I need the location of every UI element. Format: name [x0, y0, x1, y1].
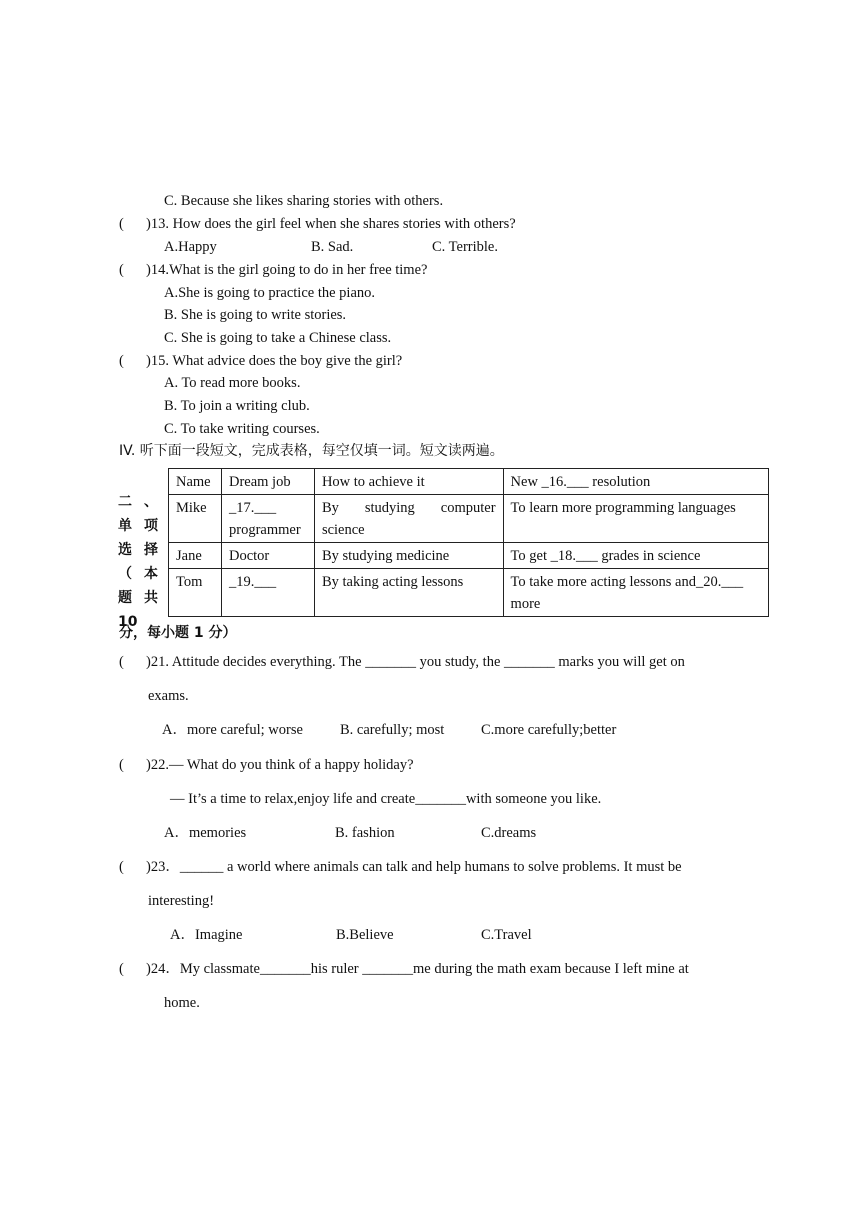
q15-option-a: A. To read more books.: [164, 375, 301, 391]
table-header-cell: How to achieve it: [314, 469, 503, 495]
q23-option-b: B.Believe: [336, 927, 394, 943]
section-2-heading-tail: 分，每小题 1 分）: [119, 625, 237, 641]
answer-paren: (: [119, 961, 124, 977]
q23-option-c: C.Travel: [481, 927, 532, 943]
q23-stem-continued: interesting!: [148, 893, 215, 909]
table-header-cell: Dream job: [221, 469, 314, 495]
table-header-cell: Name: [169, 469, 222, 495]
q21-stem: )21. Attitude decides everything. The _______ you study, the _______ marks you will get on: [146, 654, 685, 670]
q13-stem: )13. How does the girl feel when she shares stories with others?: [146, 216, 516, 232]
answer-paren: (: [119, 216, 124, 232]
section-2-side-label: [118, 490, 158, 634]
q22-stem: )22.— What do you think of a happy holiday?: [146, 757, 414, 773]
q13-option-a: A.Happy: [164, 239, 217, 255]
q22-option-c: C.dreams: [481, 825, 537, 841]
side-char: 二: [118, 494, 132, 510]
table-cell: To get _18.___ grades in science: [503, 543, 768, 569]
side-char: 共: [144, 590, 158, 606]
q15-stem: )15. What advice does the boy give the girl?: [146, 353, 403, 369]
table-cell: [314, 495, 503, 543]
table-cell: By taking acting lessons: [314, 569, 503, 617]
q22-stem-continued: — It’s a time to relax,enjoy life and create_______with someone you like.: [170, 791, 602, 807]
answer-paren: (: [119, 757, 124, 773]
table-cell: Doctor: [221, 543, 314, 569]
answer-paren: (: [119, 859, 124, 875]
table-cell: Tom: [169, 569, 222, 617]
side-char: 本: [144, 566, 158, 582]
q13-option-b: B. Sad.: [311, 239, 354, 255]
q14-stem: )14.What is the girl going to do in her free time?: [146, 262, 428, 278]
side-char: 单: [118, 518, 132, 534]
q14-option-b: B. She is going to write stories.: [164, 307, 347, 323]
table-cell: By studying medicine: [314, 543, 503, 569]
q14-option-c: C. She is going to take a Chinese class.: [164, 330, 392, 346]
table-row: [169, 569, 769, 617]
table-cell: _17.___ programmer: [221, 495, 314, 543]
q24-stem: )24．My classmate_______his ruler _______me during the math exam because I left mine at: [146, 961, 689, 977]
q15-option-c: C. To take writing courses.: [164, 421, 320, 437]
answer-paren: (: [119, 654, 124, 670]
q21-stem-continued: exams.: [148, 688, 189, 704]
table-header-row: [169, 469, 769, 495]
q12-option-c: C. Because she likes sharing stories with others.: [164, 193, 444, 209]
q23-stem: )23．______ a world where animals can talk and help humans to solve problems. It must be: [146, 859, 682, 875]
table-cell: Mike: [169, 495, 222, 543]
side-char: 项: [144, 518, 158, 534]
q21-option-b: B. carefully; most: [340, 722, 445, 738]
resolution-table: [168, 468, 769, 617]
answer-paren: (: [119, 262, 124, 278]
q21-option-a: A．more careful; worse: [162, 722, 303, 738]
q24-stem-continued: home.: [164, 995, 200, 1011]
q14-option-a: A.She is going to practice the piano.: [164, 285, 376, 301]
side-char: 10: [118, 614, 138, 630]
side-char: 、: [144, 494, 158, 510]
q21-option-c: C.more carefully;better: [481, 722, 617, 738]
answer-paren: (: [119, 353, 124, 369]
side-char: 题: [118, 590, 132, 606]
q22-option-a: A．memories: [164, 825, 247, 841]
table-cell: Jane: [169, 543, 222, 569]
table-row: [169, 543, 769, 569]
side-char: （: [118, 566, 132, 582]
section-4-heading: IV. 听下面一段短文，完成表格，每空仅填一词。短文读两遍。: [119, 443, 504, 459]
q13-option-c: C. Terrible.: [432, 239, 498, 255]
table-cell: To take more acting lessons and_20.___ more: [503, 569, 768, 617]
side-char: 选: [118, 542, 132, 558]
q15-option-b: B. To join a writing club.: [164, 398, 310, 414]
table-cell: To learn more programming languages: [503, 495, 768, 543]
q22-option-b: B. fashion: [335, 825, 395, 841]
side-char: 择: [144, 542, 158, 558]
table-cell-justified: By studying computer science: [321, 500, 496, 538]
q23-option-a: A．Imagine: [170, 927, 243, 943]
table-header-cell: New _16.___ resolution: [503, 469, 768, 495]
table-cell: _19.___: [221, 569, 314, 617]
table-row: [169, 495, 769, 543]
